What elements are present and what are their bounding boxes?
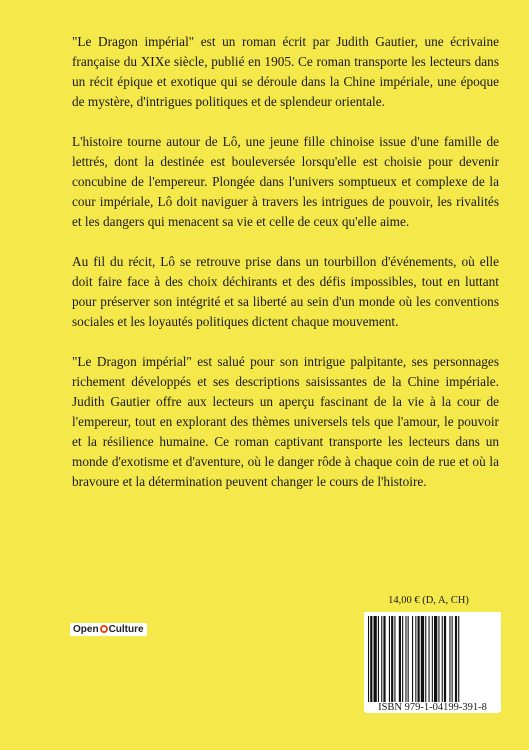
- barcode: [364, 612, 501, 712]
- synopsis-paragraph-3: Au fil du récit, Lô se retrouve prise dans un tourbillon d'événements, où elle doit faire face à des choix déchirants et des défis impossibles, tout en luttant pour préserver son intégrité et sa liberté au sein d'un monde où les conventions sociales et les loyautés politiques dictent chaque mouvement.: [72, 254, 499, 329]
- publisher-logo-text-start: Open: [73, 624, 99, 635]
- synopsis-paragraph-4: "Le Dragon impérial" est salué pour son intrigue palpitante, ses personnages richement développés et ses descriptions saisissantes de la Chine impériale. Judith Gautier offre aux lecteurs un aperçu fascinant de la vie à la cour de l'empereur, tout en explorant des thèmes universels tels que l'amour, le pouvoir et la résilience humaine. Ce roman captivant transporte les lecteurs dans un monde d'exotisme et d'aventure, où le danger rôde à chaque coin de rue et où la bravoure et la détermination peuvent changer le cours de l'histoire.: [72, 354, 499, 489]
- publisher-logo-text-end: Culture: [108, 624, 144, 635]
- synopsis-paragraph-1: "Le Dragon impérial" est un roman écrit par Judith Gautier, une écrivaine française du XIXe siècle, publié en 1905. Ce roman transporte les lecteurs dans un récit épique et exotique qui se déroule dans la Chine impériale, une époque de mystère, d'intrigues politiques et de splendeur orientale.: [72, 34, 499, 109]
- barcode-icon: [368, 616, 497, 704]
- synopsis: [72, 32, 499, 512]
- synopsis-paragraph-2: L'histoire tourne autour de Lô, une jeune fille chinoise issue d'une famille de lettrés, dont la destinée est bouleversée lorsqu'elle est choisie pour devenir concubine de l'empereur. Plongée dans l'univers somptueux et complexe de la cour impériale, Lô doit naviguer à travers les intrigues de pouvoir, les rivalités et les dangers qui menacent sa vie et celle de ceux qu'elle aime.: [72, 134, 499, 229]
- isbn-label: ISBN 979-1-04199-391-8: [366, 702, 499, 713]
- price-label: 14,00 € (D, A, CH): [388, 595, 469, 606]
- publisher-logo: [70, 623, 147, 636]
- publisher-logo-mark-icon: [100, 625, 108, 633]
